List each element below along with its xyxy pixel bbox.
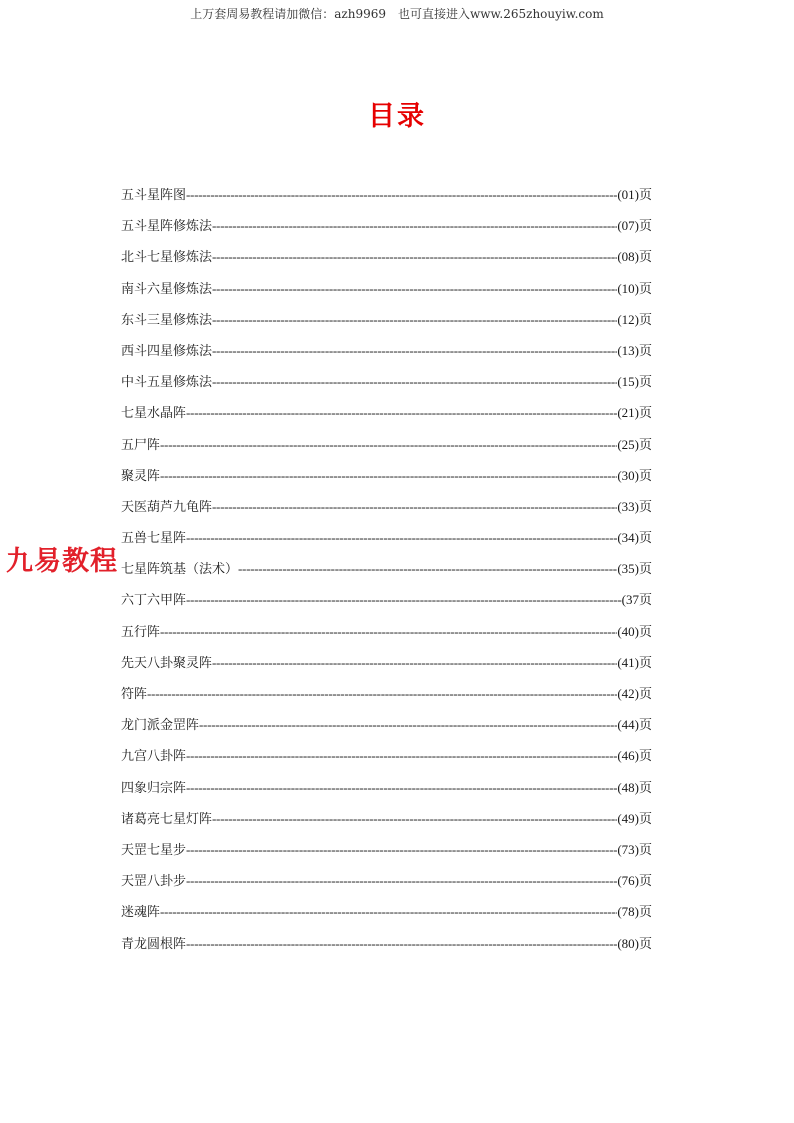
toc-entry[interactable] bbox=[121, 746, 652, 777]
toc-entry-page-suffix: 页 bbox=[638, 281, 652, 297]
toc-entry-page-number: (07) bbox=[617, 218, 639, 234]
toc-entry-title: 中斗五星修炼法 bbox=[121, 375, 213, 391]
toc-entry-page-number: (15) bbox=[617, 374, 639, 390]
toc-entry-title: 四象归宗阵 bbox=[121, 780, 187, 796]
toc-entry-title: 七星阵筑基（法术） bbox=[121, 562, 239, 578]
toc-dot-leader bbox=[212, 341, 617, 361]
toc-entry[interactable] bbox=[121, 310, 652, 341]
toc-dot-leader bbox=[212, 809, 617, 829]
toc-entry-page-number: (13) bbox=[617, 342, 639, 358]
watermark-logo: 九易教程 bbox=[6, 546, 118, 577]
toc-entry-page-number: (21) bbox=[617, 405, 639, 421]
toc-entry-page-number: (10) bbox=[617, 280, 639, 296]
toc-entry-title: 五兽七星阵 bbox=[121, 531, 187, 547]
toc-entry-page-number: (37 bbox=[621, 592, 639, 608]
toc-entry-title: 龙门派金罡阵 bbox=[121, 718, 200, 734]
toc-entry[interactable] bbox=[121, 684, 652, 715]
toc-entry-page-number: (08) bbox=[617, 249, 639, 265]
page-header-text: 上万套周易教程请加微信：azh9969 也可直接进入www.265zhouyiw.com bbox=[190, 7, 604, 21]
toc-entry-page-suffix: 页 bbox=[638, 655, 652, 671]
toc-entry-page-number: (25) bbox=[617, 436, 639, 452]
toc-entry-page-number: (34) bbox=[617, 530, 639, 546]
toc-entry-page-number: (35) bbox=[617, 561, 639, 577]
toc-entry[interactable] bbox=[121, 590, 652, 621]
toc-entry-page-suffix: 页 bbox=[638, 718, 652, 734]
toc-entry-title: 先天八卦聚灵阵 bbox=[121, 655, 213, 671]
toc-entry-page-suffix: 页 bbox=[638, 936, 652, 952]
toc-entry-page-suffix: 页 bbox=[638, 905, 652, 921]
toc-dot-leader bbox=[160, 902, 617, 922]
toc-entry-title: 南斗六星修炼法 bbox=[121, 281, 213, 297]
toc-entry-page-number: (80) bbox=[617, 935, 639, 951]
toc-entry[interactable] bbox=[121, 341, 652, 372]
toc-entry-title: 东斗三星修炼法 bbox=[121, 312, 213, 328]
toc-dot-leader bbox=[212, 247, 617, 267]
toc-entry-page-suffix: 页 bbox=[638, 406, 652, 422]
toc-entry-page-suffix: 页 bbox=[638, 219, 652, 235]
toc-entry-page-number: (44) bbox=[617, 717, 639, 733]
toc-dot-leader bbox=[212, 372, 617, 392]
toc-entry[interactable] bbox=[121, 871, 652, 902]
toc-dot-leader bbox=[160, 622, 617, 642]
toc-entry[interactable] bbox=[121, 279, 652, 310]
toc-dot-leader bbox=[212, 216, 617, 236]
toc-entry[interactable] bbox=[121, 372, 652, 403]
toc-entry-page-suffix: 页 bbox=[638, 624, 652, 640]
toc-entry-page-number: (41) bbox=[617, 654, 639, 670]
toc-entry-title: 青龙圆根阵 bbox=[121, 936, 187, 952]
toc-entry-title: 五尸阵 bbox=[121, 437, 161, 453]
toc-entry[interactable] bbox=[121, 840, 652, 871]
toc-entry-title: 七星水晶阵 bbox=[121, 406, 187, 422]
toc-entry[interactable] bbox=[121, 778, 652, 809]
page-title: 目录 bbox=[368, 101, 426, 132]
toc-entry-page-number: (40) bbox=[617, 623, 639, 639]
toc-entry-page-number: (73) bbox=[617, 841, 639, 857]
toc-entry-page-suffix: 页 bbox=[638, 375, 652, 391]
table-of-contents bbox=[121, 185, 652, 965]
toc-entry-page-suffix: 页 bbox=[638, 499, 652, 515]
toc-entry-page-number: (33) bbox=[617, 498, 639, 514]
toc-entry-page-suffix: 页 bbox=[638, 343, 652, 359]
toc-dot-leader bbox=[238, 559, 617, 579]
toc-entry-page-suffix: 页 bbox=[638, 250, 652, 266]
toc-entry[interactable] bbox=[121, 934, 652, 965]
toc-entry-title: 迷魂阵 bbox=[121, 905, 161, 921]
toc-entry[interactable] bbox=[121, 528, 652, 559]
toc-entry-page-suffix: 页 bbox=[638, 468, 652, 484]
toc-entry-page-suffix: 页 bbox=[638, 188, 652, 203]
toc-entry[interactable] bbox=[121, 497, 652, 528]
toc-entry-page-number: (48) bbox=[617, 779, 639, 795]
toc-entry-title: 天医葫芦九龟阵 bbox=[121, 499, 213, 515]
toc-entry[interactable] bbox=[121, 622, 652, 653]
toc-entry-page-suffix: 页 bbox=[638, 437, 652, 453]
toc-entry-title: 五斗星阵图 bbox=[121, 188, 187, 203]
toc-entry-title: 六丁六甲阵 bbox=[121, 593, 187, 609]
toc-entry[interactable] bbox=[121, 653, 652, 684]
toc-entry[interactable] bbox=[121, 403, 652, 434]
toc-dot-leader bbox=[186, 871, 617, 891]
toc-entry[interactable] bbox=[121, 902, 652, 933]
toc-entry-page-suffix: 页 bbox=[638, 562, 652, 578]
toc-dot-leader bbox=[147, 684, 617, 704]
toc-dot-leader bbox=[186, 746, 617, 766]
toc-dot-leader bbox=[186, 590, 622, 610]
toc-entry-title: 天罡八卦步 bbox=[121, 874, 187, 890]
toc-dot-leader bbox=[186, 840, 617, 860]
toc-entry-page-suffix: 页 bbox=[638, 687, 652, 702]
toc-dot-leader bbox=[199, 715, 617, 735]
toc-entry[interactable] bbox=[121, 466, 652, 497]
toc-entry[interactable] bbox=[121, 715, 652, 746]
toc-dot-leader bbox=[186, 934, 617, 954]
toc-dot-leader bbox=[212, 497, 617, 517]
toc-dot-leader bbox=[160, 466, 617, 486]
toc-dot-leader bbox=[212, 653, 617, 673]
toc-dot-leader bbox=[212, 310, 617, 330]
toc-entry-page-number: (76) bbox=[617, 873, 639, 889]
toc-entry[interactable] bbox=[121, 247, 652, 278]
toc-entry-page-suffix: 页 bbox=[638, 593, 652, 609]
toc-dot-leader bbox=[212, 279, 617, 299]
toc-entry-page-number: (78) bbox=[617, 904, 639, 920]
toc-entry[interactable] bbox=[121, 185, 652, 216]
toc-entry[interactable] bbox=[121, 216, 652, 247]
toc-entry-page-number: (12) bbox=[617, 311, 639, 327]
toc-entry-page-number: (01) bbox=[617, 187, 639, 202]
toc-dot-leader bbox=[160, 435, 617, 455]
toc-entry[interactable] bbox=[121, 559, 652, 590]
toc-entry-title: 天罡七星步 bbox=[121, 842, 187, 858]
toc-entry-page-suffix: 页 bbox=[638, 531, 652, 547]
toc-entry-title: 诸葛亮七星灯阵 bbox=[121, 811, 213, 827]
toc-entry-page-number: (30) bbox=[617, 467, 639, 483]
toc-entry[interactable] bbox=[121, 435, 652, 466]
toc-entry-page-number: (46) bbox=[617, 748, 639, 764]
toc-entry-page-suffix: 页 bbox=[638, 811, 652, 827]
toc-entry-title: 聚灵阵 bbox=[121, 468, 161, 484]
toc-entry-title: 西斗四星修炼法 bbox=[121, 343, 213, 359]
toc-dot-leader bbox=[186, 778, 617, 798]
toc-entry-page-suffix: 页 bbox=[638, 780, 652, 796]
toc-dot-leader bbox=[186, 185, 617, 205]
toc-entry-title: 五斗星阵修炼法 bbox=[121, 219, 213, 235]
toc-entry-page-number: (49) bbox=[617, 810, 639, 826]
toc-entry-page-suffix: 页 bbox=[638, 312, 652, 328]
toc-dot-leader bbox=[186, 528, 617, 548]
toc-entry-page-suffix: 页 bbox=[638, 842, 652, 858]
toc-entry-title: 五行阵 bbox=[121, 624, 161, 640]
toc-entry-page-suffix: 页 bbox=[638, 749, 652, 765]
toc-entry-page-number: (42) bbox=[617, 686, 639, 701]
toc-entry[interactable] bbox=[121, 809, 652, 840]
toc-entry-title: 符阵 bbox=[121, 687, 148, 702]
toc-entry-page-suffix: 页 bbox=[638, 874, 652, 890]
toc-entry-title: 九宫八卦阵 bbox=[121, 749, 187, 765]
toc-entry-title: 北斗七星修炼法 bbox=[121, 250, 213, 266]
toc-dot-leader bbox=[186, 403, 617, 423]
